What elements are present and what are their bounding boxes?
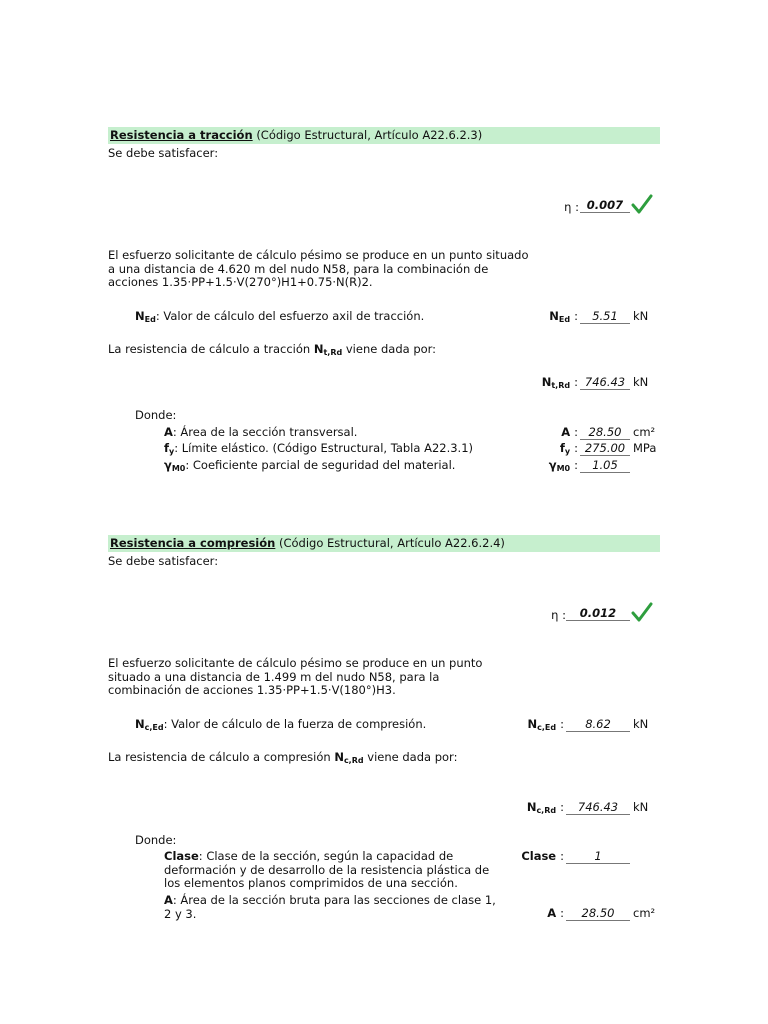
area-symbol: A :	[561, 425, 578, 439]
combination-paragraph: El esfuerzo solicitante de cálculo pésimo se produce en un punto situado a una distancia de 1.499 m del nudo N58, para la combinación de acciones 1.35·PP+1.5·V(180°)H3.	[108, 656, 483, 697]
area-description: A: Área de la sección transversal.	[164, 425, 358, 439]
eta-value: 0.007	[580, 199, 630, 213]
section-header-compresion	[108, 535, 660, 552]
gamma-description: $\gamma_{M0}$: Coeficiente parcial de seguridad del material.	[164, 458, 456, 473]
nced-value: 8.62	[566, 718, 630, 732]
ned-description: $N_{Ed}$: Valor de cálculo del esfuerzo axil de tracción.	[135, 309, 425, 324]
ncrd-value: 746.43	[566, 801, 630, 815]
ntrd-unit: kN	[633, 375, 649, 389]
clase-symbol: Clase :	[521, 849, 564, 863]
satisfy-label: Se debe satisfacer:	[108, 146, 219, 160]
area-value: 28.50	[580, 426, 630, 440]
satisfy-label: Se debe satisfacer:	[108, 554, 219, 568]
nced-description: $N_{c,Ed}$: Valor de cálculo de la fuerza de compresión.	[135, 717, 427, 732]
check-icon	[631, 601, 653, 623]
check-icon	[631, 193, 653, 215]
section-reference: (Código Estructural, Artículo A22.6.2.3)	[256, 128, 483, 142]
ncrd-symbol: $N_{c,Rd}$ :	[526, 800, 564, 815]
eta-label: η :	[551, 608, 566, 622]
ncrd-unit: kN	[633, 800, 649, 814]
combination-paragraph: El esfuerzo solicitante de cálculo pésimo se produce en un punto situado a una distancia de 4.620 m del nudo N58, para la combinación de acciones 1.35·PP+1.5·V(270°)H1+0.75·N(R)2.	[108, 248, 529, 289]
section-header-traccion	[108, 127, 660, 144]
section-title: Resistencia a compresión	[110, 536, 276, 550]
area-symbol: A :	[547, 906, 564, 920]
eta-value: 0.012	[566, 607, 630, 621]
clase-description: Clase: Clase de la sección, según la capacidad de deformación y de desarrollo de la resistencia plástica de los elementos planos comprimidos de una sección.	[164, 849, 490, 890]
fy-unit: MPa	[633, 441, 657, 455]
nced-symbol: $N_{c,Ed}$ :	[527, 717, 564, 732]
section-title: Resistencia a tracción	[110, 128, 253, 142]
fy-value: 275.00	[580, 442, 630, 456]
gamma-value: 1.05	[580, 459, 630, 473]
area-value: 28.50	[566, 907, 630, 921]
fy-symbol: $f_y$ :	[559, 441, 578, 456]
area-description: A: Área de la sección bruta para las secciones de clase 1, 2 y 3.	[164, 893, 496, 921]
fy-description: $f_y$: Límite elástico. (Código Estructural, Tabla A22.3.1)	[164, 441, 474, 456]
gamma-symbol: $\gamma_{M0}$ :	[548, 458, 578, 473]
section-reference: (Código Estructural, Artículo A22.6.2.4)	[279, 536, 505, 550]
nced-unit: kN	[633, 717, 649, 731]
ntrd-intro: La resistencia de cálculo a tracción $N_{t,Rd}$ viene dada por:	[108, 342, 437, 357]
ned-symbol: $N_{Ed}$ :	[549, 309, 578, 324]
area-unit: cm²	[633, 906, 656, 920]
area-unit: cm²	[633, 425, 656, 439]
ned-unit: kN	[633, 309, 649, 323]
donde-label: Donde:	[135, 833, 177, 847]
ned-value: 5.51	[580, 310, 630, 324]
ntrd-value: 746.43	[580, 376, 630, 390]
eta-label: η :	[564, 200, 579, 214]
ncrd-intro: La resistencia de cálculo a compresión $N_{c,Rd}$ viene dada por:	[108, 750, 458, 765]
donde-label: Donde:	[135, 408, 177, 422]
clase-value: 1	[566, 850, 630, 864]
ntrd-symbol: $N_{t,Rd}$ :	[541, 375, 578, 390]
